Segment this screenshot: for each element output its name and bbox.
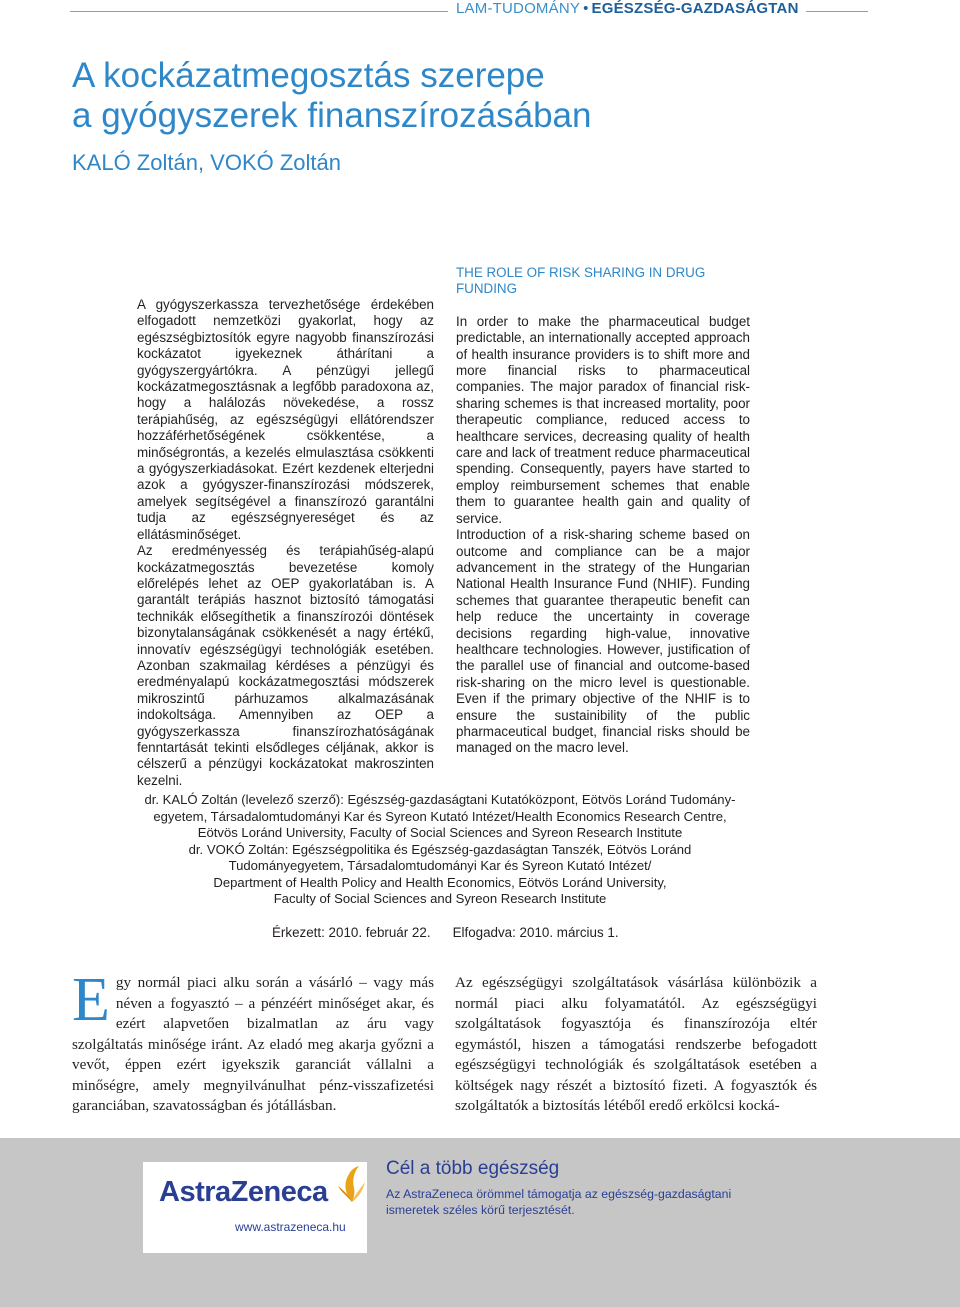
astrazeneca-logo: AstraZeneca <box>159 1176 328 1208</box>
section-header <box>456 0 799 17</box>
abstract-hu-paragraph: A gyógyszerkassza tervezhetősége érdekében elfogadott nemzetközi gyakorlat, hogy az egészségbiztosítók egyre nagyobb finanszírozási kockázatot igyekeznek áthárítani a gyógyszergyártókra. A pénzügyi jellegű kockázatmegosztásnak a legfőbb paradoxona az, hogy a halálozás növekedése, a rossz terápiahűség, az egészségügyi ellátórendszer hozzáférhetőségének csökkentése, a minőségrontás, a kezelés elmulasztása csökkenti a gyógyszerkiadásokat. Ezért kezdenek elterjedni azok a gyógyszer-finanszírozási módszerek, amelyek segítségével a finanszírozó garantálni tudja az egészségnyereséget és az ellátásminőséget. <box>137 297 434 542</box>
affiliation-line: Department of Health Policy and Health Economics, Eötvös Loránd University, <box>213 874 667 890</box>
sponsor-slogan: Cél a több egészség <box>386 1158 560 1179</box>
affiliation-line: Eötvös Loránd University, Faculty of Social Sciences and Syreon Research Institute <box>197 825 683 840</box>
abstract-english <box>456 265 750 757</box>
sponsor-text: Az AstraZeneca örömmel támogatja az egészség-gazdaságtani ismeretek széles körű terjesztését. <box>386 1187 732 1217</box>
affiliation-line: dr. VOKÓ Zoltán: Egészségpolitika és Egészség-gazdaságtan Tanszék, Eötvös Loránd <box>188 841 692 857</box>
abstract-en-paragraph: Introduction of a risk-sharing scheme based on outcome and compliance can be a major advancement in the strategy of the Hungarian National Health Insurance Fund (NHIF). Funding schemes that guarantee therapeutic benefit can help reduce the uncertainty in coverage decisions regarding high-value, innovative healthcare technologies. However, justification of the parallel use of financial and outcome-based risk-sharing on the micro level is questionable. Even if the primary objective of the NHIF is to ensure the sustainibility of the public pharmaceutical budget, financial risks should be managed on the macro level. <box>456 527 750 756</box>
body-column-1 <box>72 966 434 1117</box>
affiliation-line: egyetem, Társadalomtudományi Kar és Syreon Kutató Intézet/Health Economics Research Centre, <box>153 808 727 824</box>
header-rule-left <box>70 11 448 12</box>
affiliation-line: Tudományegyetem, Társadalomtudományi Kar és Syreon Kutató Intézet/ <box>228 858 652 873</box>
body-text-col1: gy normál piaci alku során a vásárló – vagy más néven a fogyasztó – a pénzéért minőséget akar, és ezért alapvetően bizalmatlan az áru vagy szolgáltatás minősége iránt. Az eladó meg akarja győzni a vevőt, éppen ezért igyekszik garanciát vállalni a minőségre, amely megnyilvánulhat pénz-visszafizetési garanciában, szavatosságban és jótállásban. <box>72 974 434 1114</box>
sponsor-ad-banner <box>0 1138 960 1307</box>
section-separator: • <box>583 0 589 17</box>
article-title <box>72 56 772 136</box>
swirl-logo-icon <box>337 1164 367 1204</box>
title-line-1: A kockázatmegosztás szerepe <box>72 56 545 95</box>
abstract-hu-paragraph: Az eredményesség és terápiahűség-alapú kockázatmegosztás bevezetése komoly előrelépés lehet az OEP gyakorlatában is. A garantált terápiás hasznot biztosító támogatási technikák elősegíthetik a finanszírozói döntések bizonytalanságának csökkenését a nagy értékű, innovatív egészségügyi technológiák esetében. Azonban szakmailag kérdéses a pénzügyi és eredményalapú kockázatmegosztási módszerek mikroszintű párhuzamos alkalmazásának indokoltsága. Amennyiben az OEP a gyógyszerkassza finanszírozhatóságának fenntartását tekinti elsődleges céljának, akkor is célszerű a pénzügyi kockázatokat makroszinten kezelni. <box>137 543 434 788</box>
affiliation-line: Faculty of Social Sciences and Syreon Research Institute <box>273 891 607 906</box>
drop-cap: E <box>72 966 110 1034</box>
body-column-2: Az egészségügyi szolgáltatások vásárlása különbözik a normál piaci alku folyamatától. Az egészségügyi szolgáltatások fogyasztója és finanszírozója eltér egymástól, hiszen a támogatási rendszerbe befogadott egészségügyi technológiák és szolgáltatások esetében a költségek nagy részét a biztosító fizeti. A fogyasztók és szolgáltatók a biztosítás létéből eredő erkölcsi kocká- <box>455 974 817 1114</box>
subsection-label: EGÉSZSÉG-GAZDASÁGTAN <box>591 0 799 17</box>
header-rule-right <box>806 11 868 12</box>
abstract-hungarian <box>137 297 434 789</box>
affiliation-line: dr. KALÓ Zoltán (levelező szerző): Egészség-gazdaságtani Kutatóközpont, Eötvös Loránd Tudomány- <box>144 792 736 807</box>
section-label: LAM-TUDOMÁNY <box>456 0 581 17</box>
article-dates <box>272 925 619 940</box>
received-date: Érkezett: 2010. február 22. <box>272 925 431 940</box>
sponsor-logo-box <box>143 1162 367 1253</box>
abstract-en-paragraph: In order to make the pharmaceutical budget predictable, an internationally accepted approach of health insurance providers is to shift more and more financial risks to pharmaceutical companies. The major paradox of financial risk-sharing schemes is that increased mortality, poor therapeutic compliance, reduced access to healthcare services, decreasing quality of health care and lack of treatment reduce pharmaceutical spending. Consequently, payers have started to employ reimbursement schemes that enable them to guarantee health gain and quality of service. <box>456 313 751 526</box>
title-line-2: a gyógyszerek finanszírozásában <box>72 96 592 135</box>
author-affiliations <box>120 792 760 908</box>
abstract-en-title: THE ROLE OF RISK SHARING IN DRUG FUNDING <box>456 265 706 297</box>
accepted-date: Elfogadva: 2010. március 1. <box>452 925 619 940</box>
sponsor-url: www.astrazeneca.hu <box>235 1220 346 1234</box>
article-authors: KALÓ Zoltán, VOKÓ Zoltán <box>72 150 342 175</box>
